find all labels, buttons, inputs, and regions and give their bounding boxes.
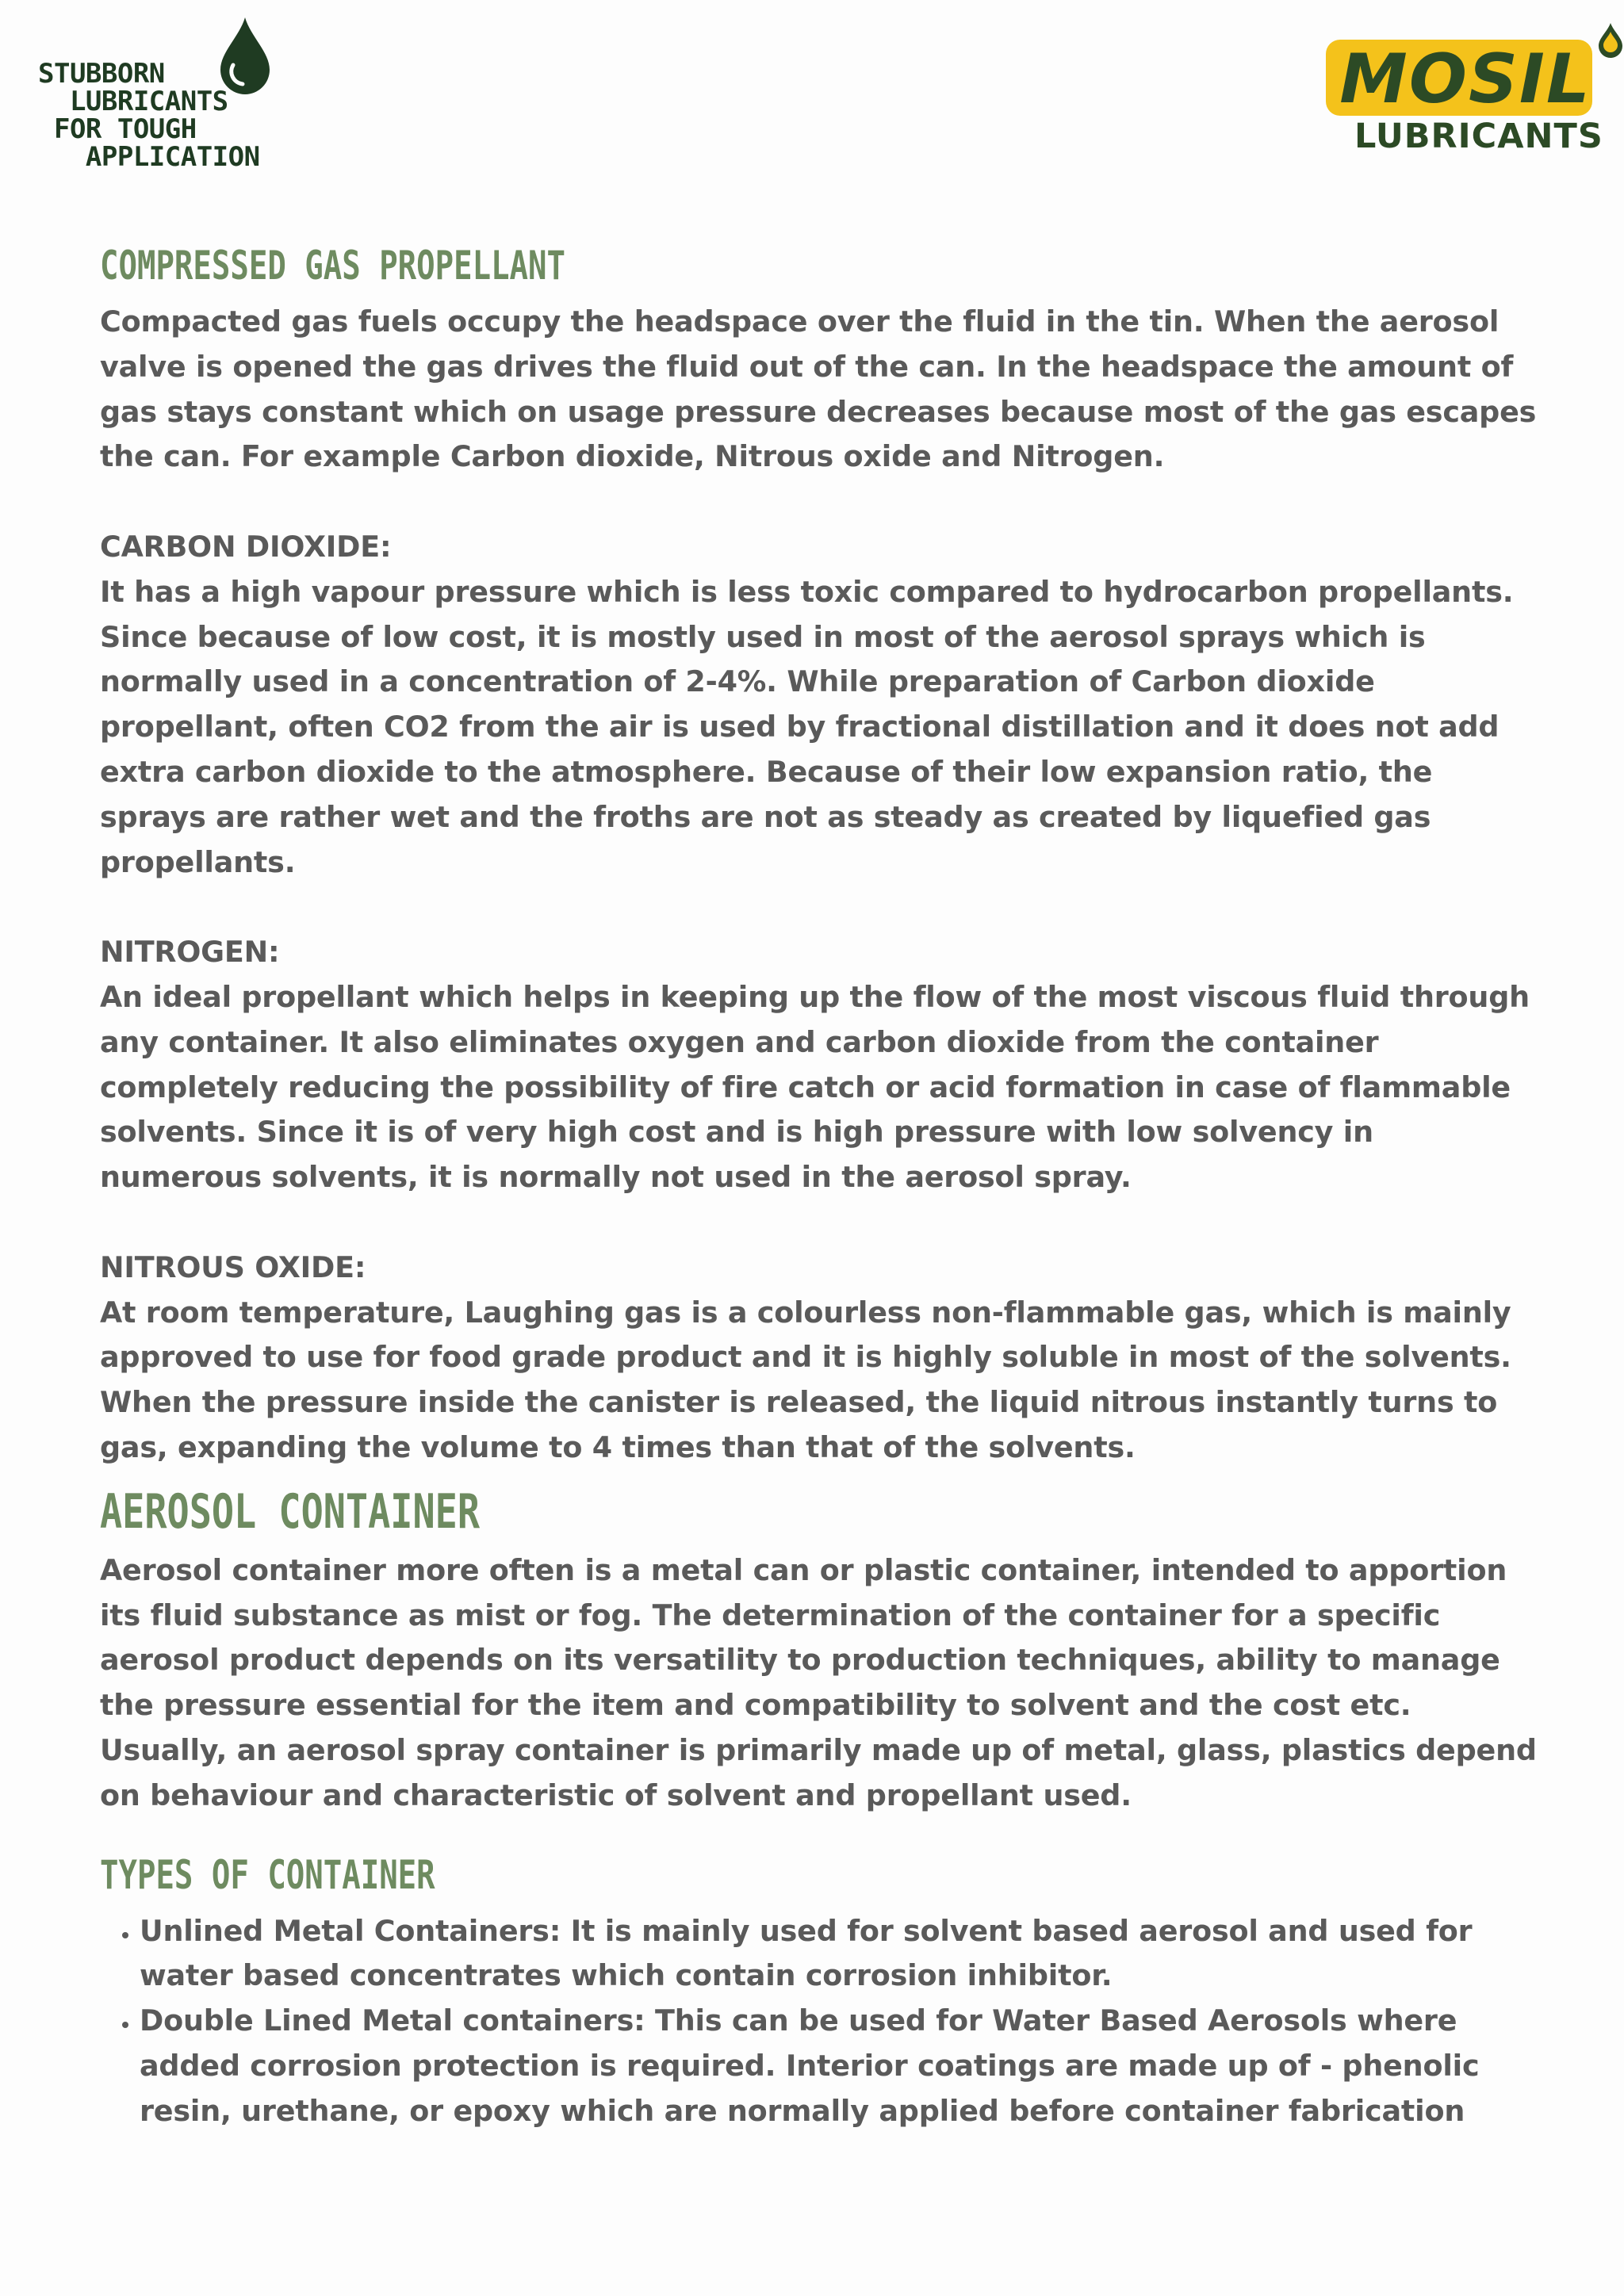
spacer — [100, 480, 1543, 525]
carbon-dioxide-title: CARBON DIOXIDE: — [100, 529, 392, 564]
carbon-dioxide-text: It has a high vapour pressure which is less toxic compared to hydrocarbon propellants. Since because of low cost, it is mostly used in most of the aerosol sprays which is normally used in a concentration of 2-4%. While preparation of Carbon dioxide propellant, often CO2 from the air is used by fractional distillation and it does not add extra carbon dioxide to the atmosphere. Because of their low expansion ratio, the sprays are rather wet and the froths are not as steady as created by liquefied gas propellants. — [100, 574, 1514, 879]
logo-line-2: LUBRICANTS — [38, 86, 228, 117]
heading-types-of-container: TYPES OF CONTAINER — [100, 1851, 435, 1898]
heading-aerosol-container: AEROSOL CONTAINER — [100, 1483, 480, 1540]
spacer — [100, 885, 1543, 930]
nitrogen-title: NITROGEN: — [100, 935, 280, 970]
heading-compressed-gas: COMPRESSED GAS PROPELLANT — [100, 243, 566, 289]
mosil-wordmark: MOSIL — [1339, 40, 1591, 119]
spacer — [100, 1200, 1543, 1246]
list-item: • Double Lined Metal containers: This can be used for Water Based Aerosols where added corrosion protection is required. Interior coatings are made up of - phenolic resin, urethane, or epoxy which are normally applied before container fabrication — [140, 1999, 1543, 2133]
logo-line-4: APPLICATION — [38, 141, 260, 173]
nitrogen-text: An ideal propellant which helps in keeping up the flow of the most viscous fluid through any container. It also eliminates oxygen and carbon dioxide from the container completely reducing the possibility of fire catch or acid formation in case of flammable solvents. Since it is of very high cost and is high pressure with low solvency in numerous solvents, it is normally not used in the aerosol spray. — [100, 979, 1530, 1195]
nitrous-oxide-text: At room temperature, Laughing gas is a colourless non-flammable gas, which is mainly approved to use for food grade product and it is highly soluble in most of the solvents. When the pressure inside the canister is released, the liquid nitrous instantly turns to gas, expanding the volume to 4 times than that of the solvents. — [100, 1295, 1511, 1464]
aerosol-container-para-1: Aerosol container more often is a metal can or plastic container, intended to apportion its fluid substance as mist or fog. The determination of the container for a specific aerosol product depends on its versatility to production techniques, ability to manage the pressure essential for the item and compatibility to solvent and the cost etc. — [100, 1552, 1507, 1723]
nitrous-oxide-title: NITROUS OXIDE: — [100, 1249, 366, 1284]
aerosol-container-para-2: Usually, an aerosol spray container is primarily made up of metal, glass, plastics depend on behaviour and characteristic of solvent and propellant used. — [100, 1732, 1537, 1812]
list-item: • Unlined Metal Containers: It is mainly used for solvent based aerosol and used for water based concentrates which contain corrosion inhibitor. — [140, 1909, 1543, 1999]
compressed-gas-intro: Compacted gas fuels occupy the headspace over the fluid in the tin. When the aerosol valve is opened the gas drives the fluid out of the can. In the headspace the amount of gas stays constant which on usage pressure decreases because most of the gas escapes the can. For example Carbon dioxide, Nitrous oxide and Nitrogen. — [100, 304, 1537, 474]
container-types-list — [100, 1909, 1543, 2134]
lubricants-wordmark: LUBRICANTS — [1354, 117, 1603, 156]
logo-line-1: STUBBORN — [38, 58, 165, 90]
logo-tagline — [38, 60, 260, 171]
oil-drop-icon — [1597, 22, 1624, 59]
logo-line-3: FOR TOUGH — [38, 113, 197, 145]
document-body — [100, 238, 1543, 2133]
stubborn-lubricants-logo — [38, 16, 292, 182]
mosil-lubricants-logo — [1320, 22, 1611, 157]
